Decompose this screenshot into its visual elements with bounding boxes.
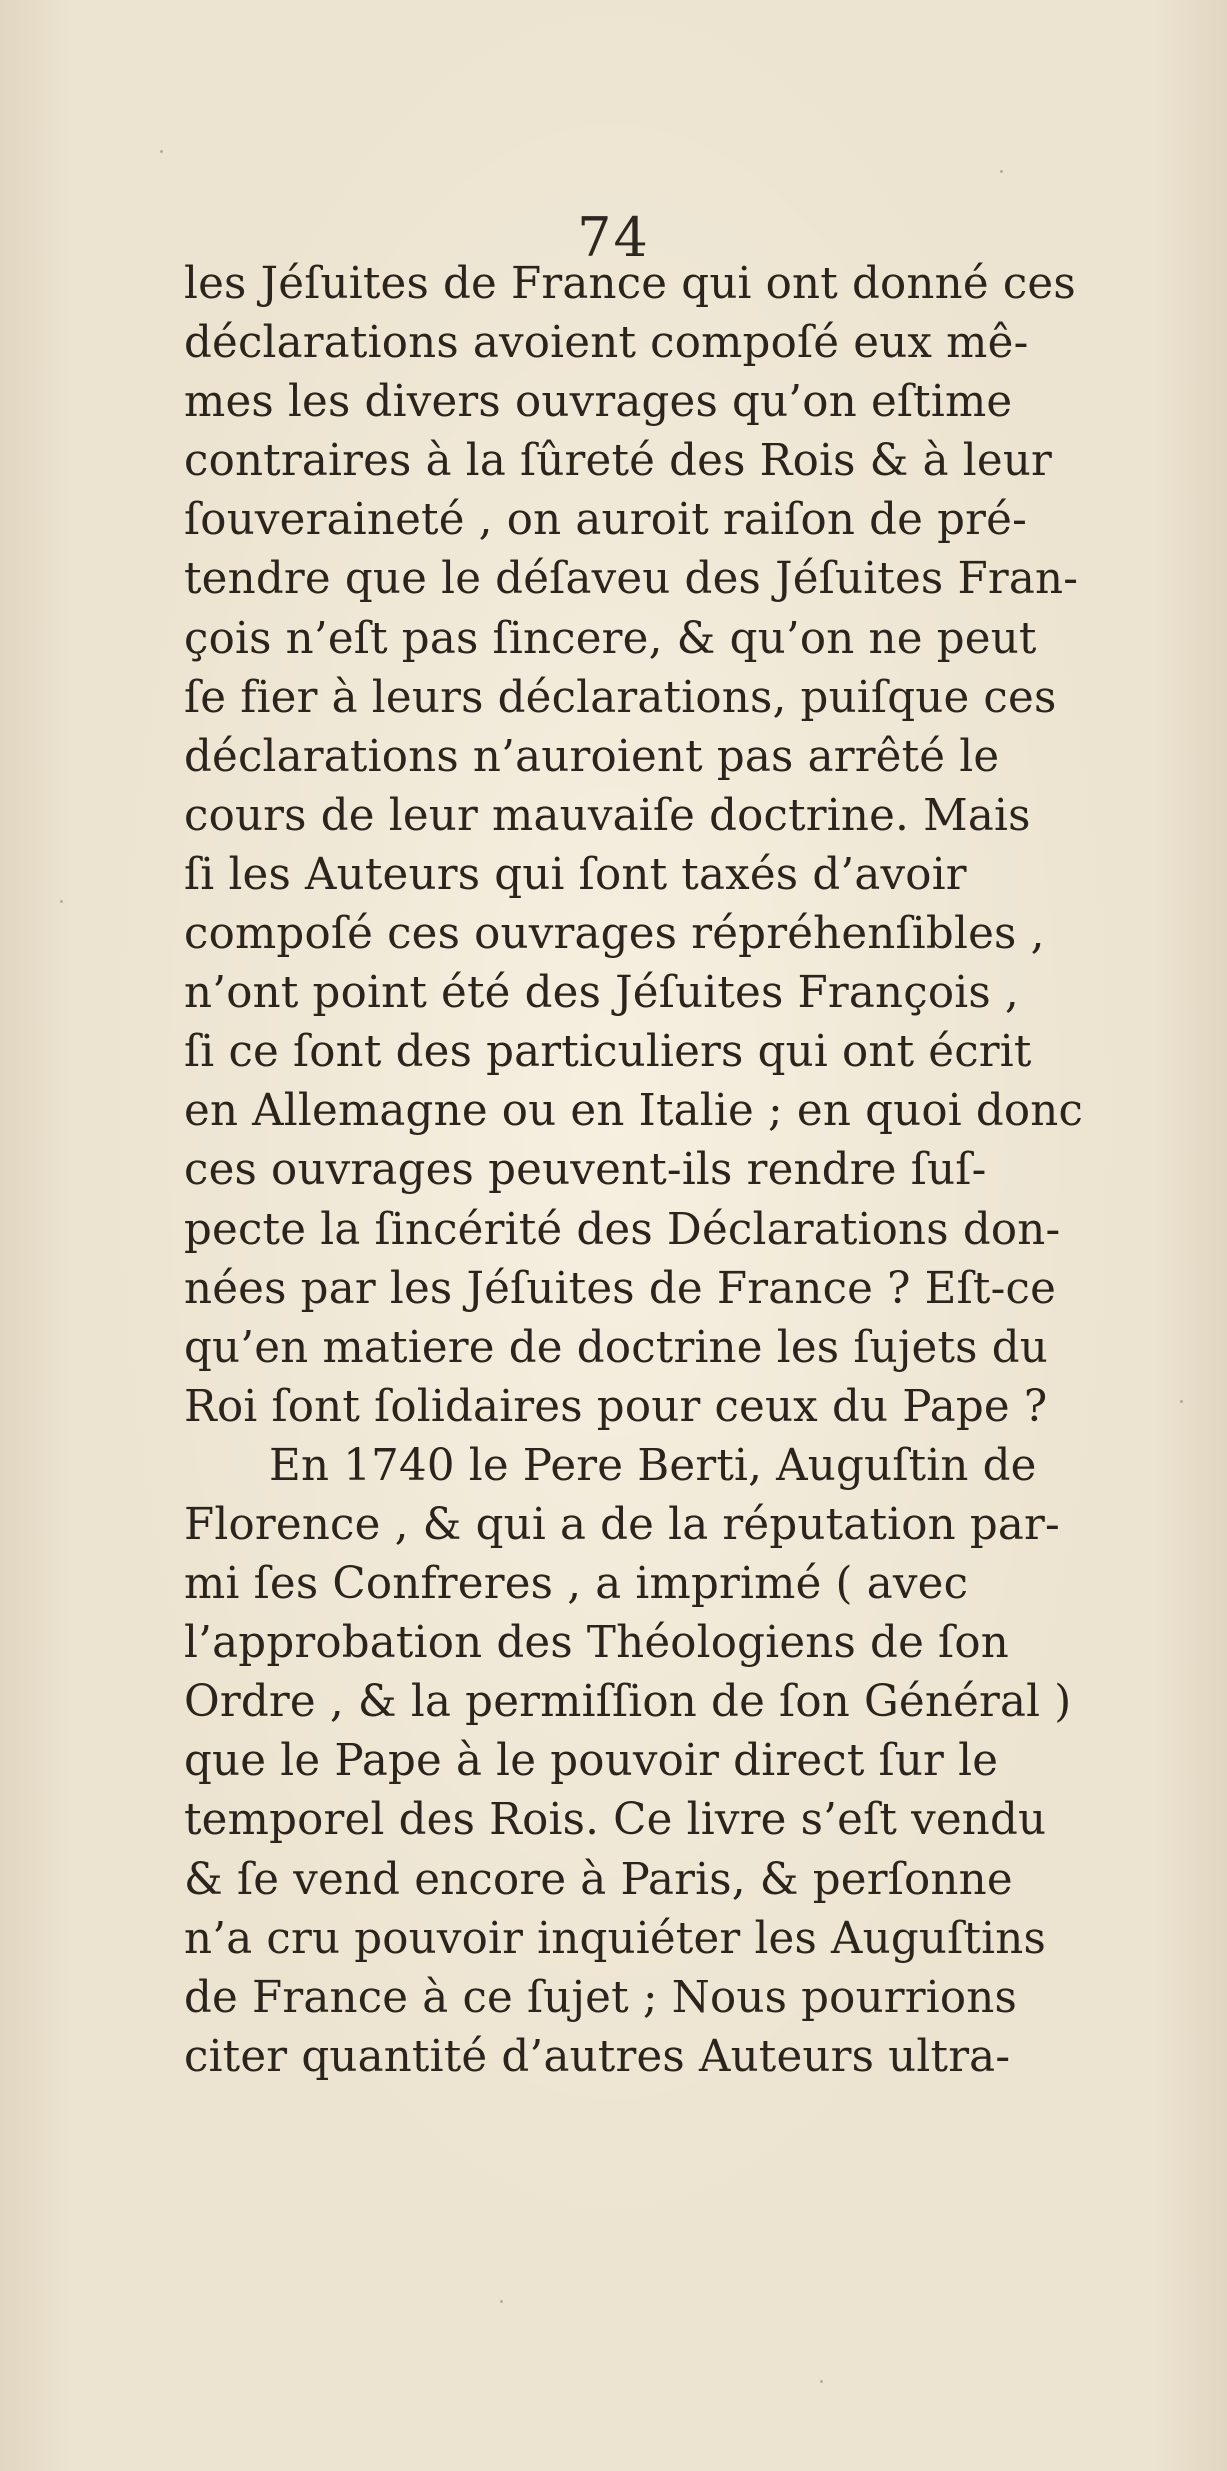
text-line: temporel des Rois. Ce livre s’eſt vendu	[184, 1795, 1047, 1846]
text-line: en Allemagne ou en Italie ; en quoi donc	[184, 1086, 1084, 1137]
text-line: que le Pape à le pouvoir direct ſur le	[184, 1736, 999, 1787]
text-line: citer quantité d’autres Auteurs ultra-	[184, 2031, 1011, 2082]
text-line: compoſé ces ouvrages répréhenſibles ,	[184, 909, 1045, 960]
text-line: de France à ce ſujet ; Nous pourrions	[184, 1972, 1018, 2023]
text-line: ſouveraineté , on auroit raiſon de pré-	[184, 495, 1027, 546]
text-line: & ſe vend encore à Paris, & perſonne	[184, 1854, 1013, 1905]
text-line: ces ouvrages peuvent-ils rendre ſuſ-	[184, 1145, 987, 1196]
text-line: ſe fier à leurs déclarations, puiſque ces	[184, 672, 1057, 723]
text-line: mes les divers ouvrages qu’on eſtime	[184, 377, 1013, 428]
page-number: 74	[577, 206, 650, 269]
text-line: çois n’eſt pas ſincere, & qu’on ne peut	[184, 613, 1037, 664]
text-line: l’approbation des Théologiens de ſon	[184, 1618, 1009, 1669]
text-line: Roi ſont ſolidaires pour ceux du Pape ?	[184, 1381, 1048, 1432]
text-line: déclarations avoient compoſé eux mê-	[184, 318, 1029, 369]
text-line: mi ſes Confreres , a imprimé ( avec	[184, 1559, 969, 1610]
text-line: les Jéſuites de France qui ont donné ces	[184, 259, 1076, 309]
text-line: pecte la ſincérité des Déclarations don-	[184, 1204, 1061, 1255]
text-line: Florence , & qui a de la réputation par-	[184, 1499, 1060, 1550]
text-line: tendre que le déſaveu des Jéſuites Fran-	[184, 554, 1079, 605]
text-line: contraires à la ſûreté des Rois & à leur	[184, 436, 1053, 487]
text-line: ſi les Auteurs qui ſont taxés d’avoir	[184, 849, 967, 900]
text-line: qu’en matiere de doctrine les ſujets du	[184, 1322, 1048, 1373]
text-line: n’a cru pouvoir inquiéter les Auguſtins	[184, 1913, 1046, 1964]
text-line: déclarations n’auroient pas arrêté le	[184, 731, 1000, 782]
text-line: ſi ce ſont des particuliers qui ont écrit	[184, 1027, 1032, 1078]
text-line: cours de leur mauvaiſe doctrine. Mais	[184, 790, 1031, 841]
text-line: nées par les Jéſuites de France ? Eſt-ce	[184, 1263, 1057, 1314]
text-line: Ordre , & la permiſſion de ſon Général )	[184, 1677, 1072, 1728]
text-line: n’ont point été des Jéſuites François ,	[184, 968, 1019, 1019]
paragraph-start-line: En 1740 le Pere Berti, Auguſtin de	[269, 1440, 1037, 1491]
body-text	[184, 255, 1227, 2087]
